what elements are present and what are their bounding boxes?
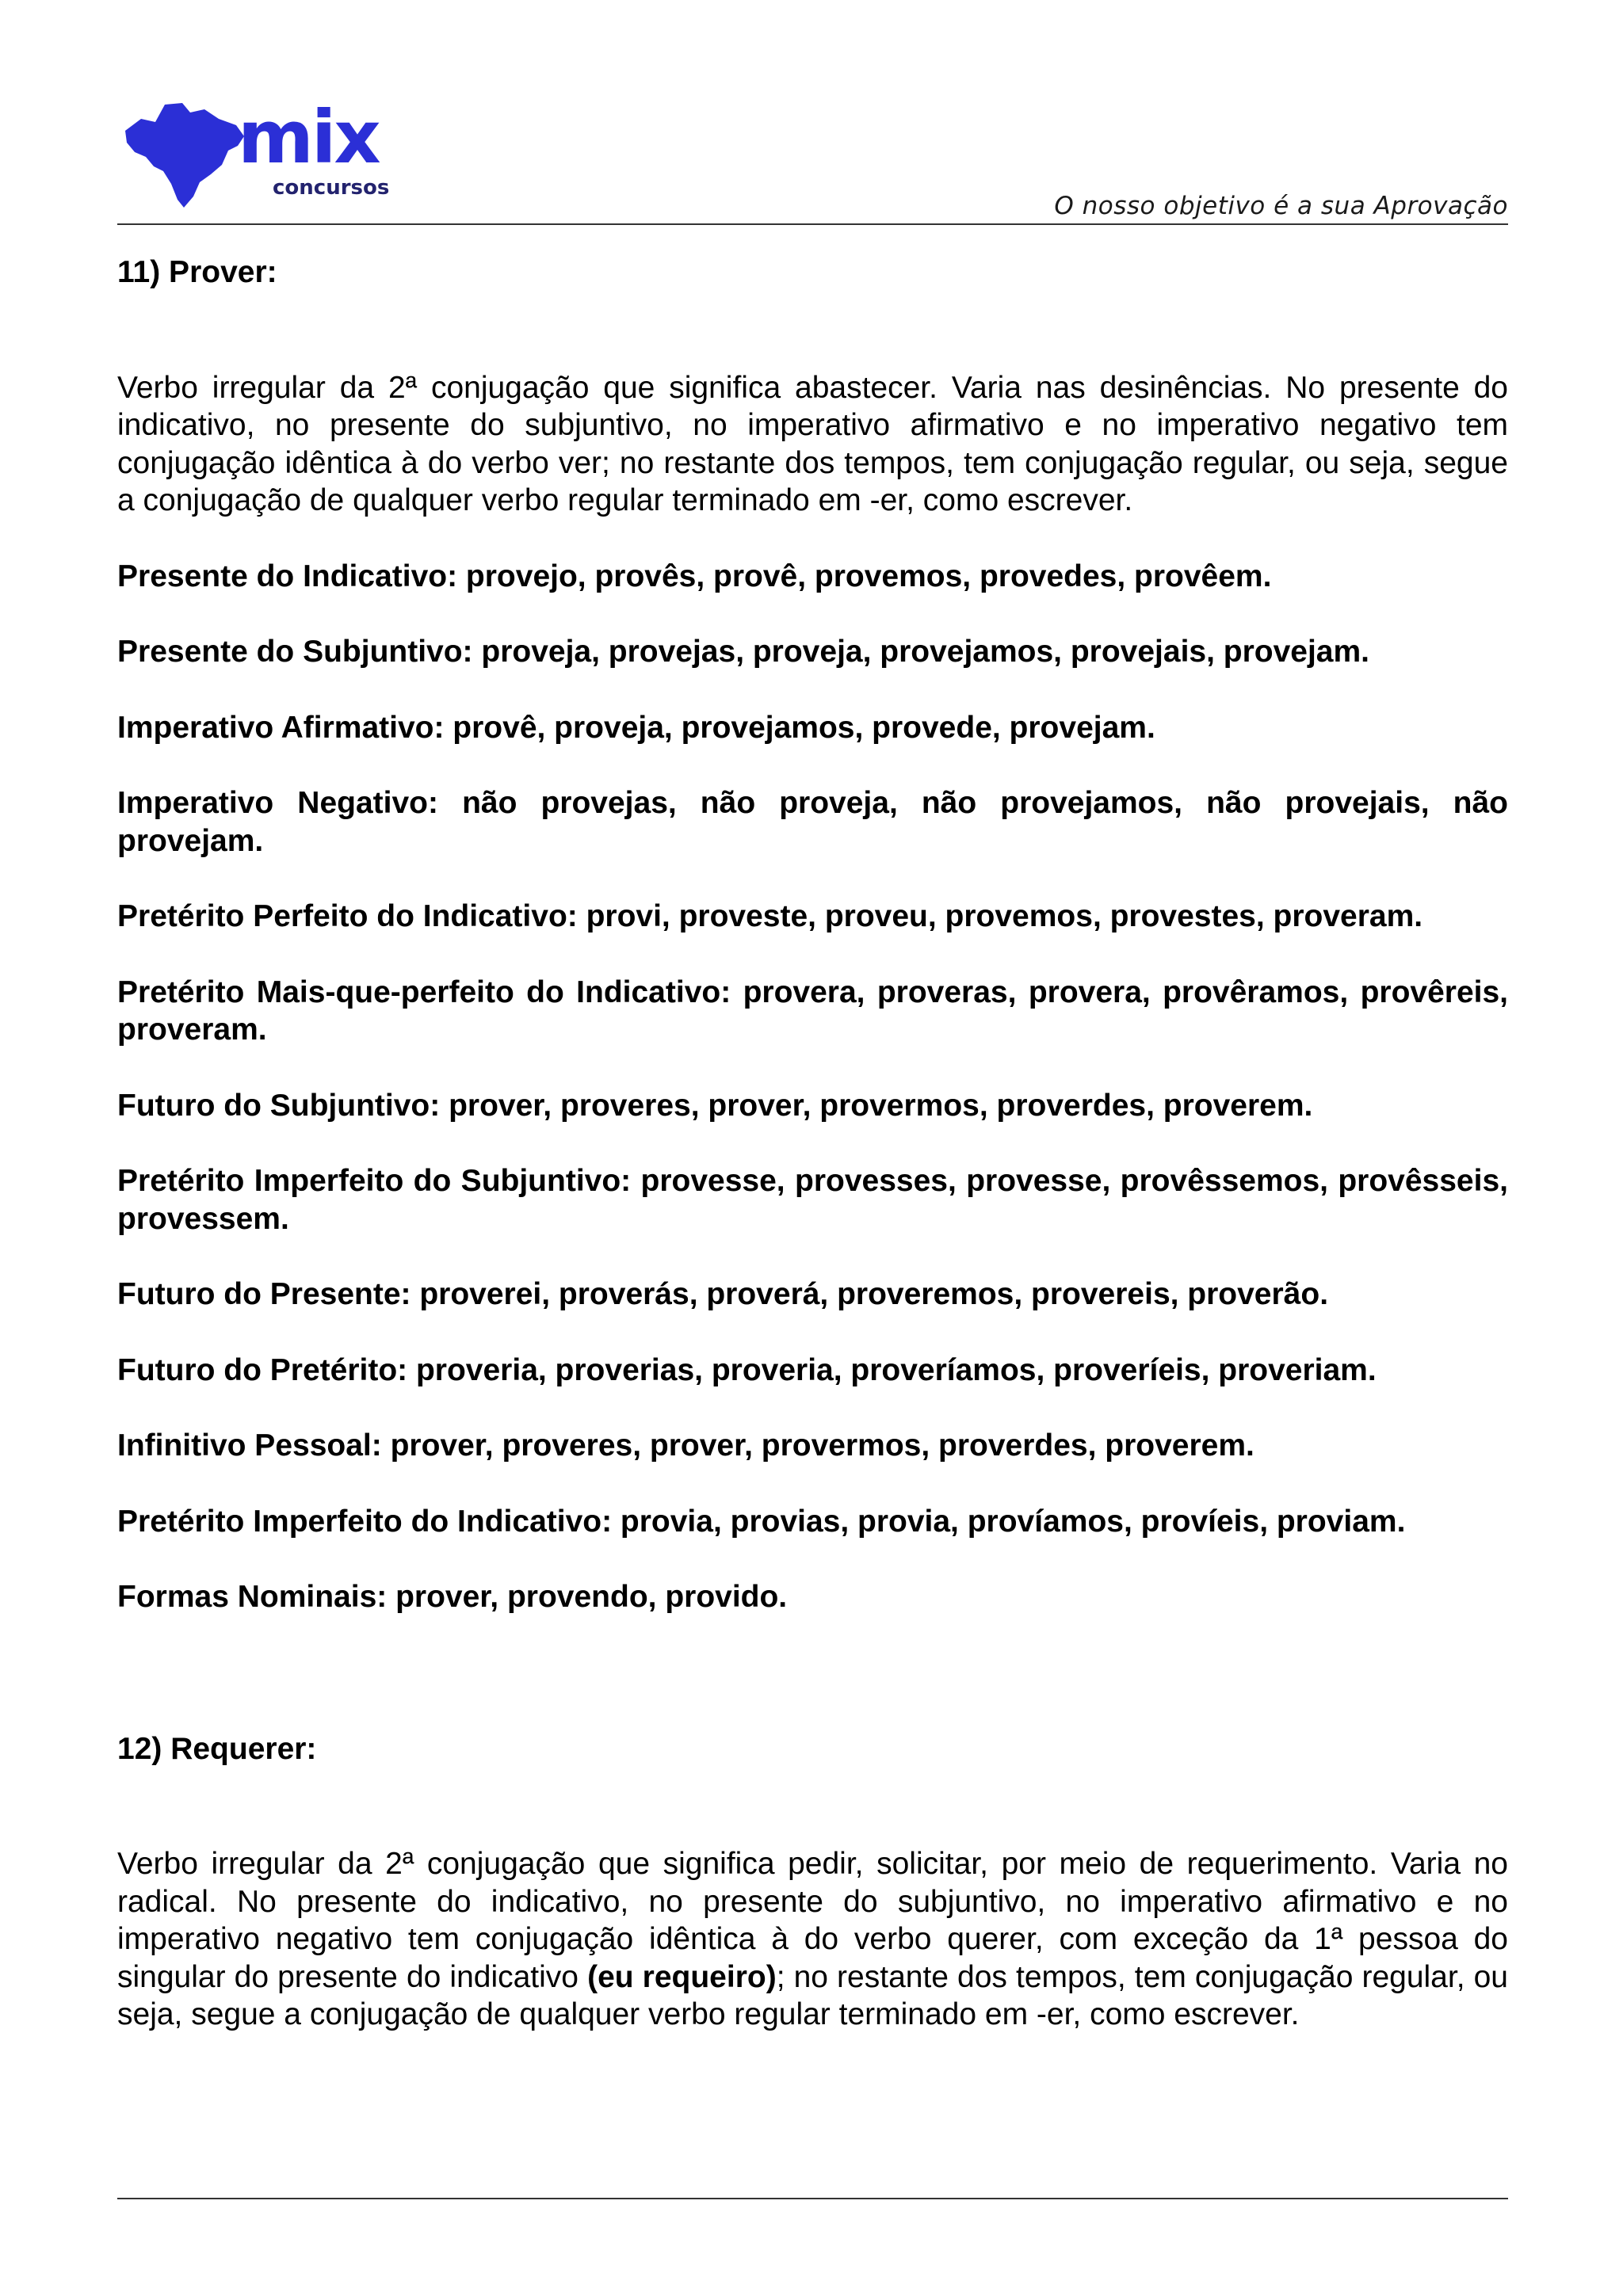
- requerer-intro: [117, 1845, 1508, 2034]
- conjugation-line: Infinitivo Pessoal: prover, proveres, prover, provermos, proverdes, proverem.: [117, 1428, 1254, 1463]
- conjugation-line: Futuro do Pretérito: proveria, proverias, proveria, proveríamos, proveríeis, proveriam.: [117, 1352, 1377, 1387]
- section-heading-prover: 11) Prover:: [117, 255, 277, 289]
- requerer-intro-emphasis: (eu requeiro): [587, 1959, 777, 1994]
- conjugation-line: Futuro do Presente: proverei, proverás, proverá, proveremos, provereis, proverão.: [117, 1277, 1329, 1311]
- requerer-intro-end: ; no restante dos tempos, tem conjugação regular, ou seja, segue a conjugação de qualquer verbo regular terminado em -er, como escrever.: [117, 1959, 1508, 2031]
- document-body: [117, 254, 1508, 2034]
- conjugation-line: Formas Nominais: prover, provendo, provido.: [117, 1580, 788, 1614]
- mix-concursos-logo: [117, 95, 418, 222]
- brazil-map-icon: [125, 103, 244, 208]
- conjugation-line: Futuro do Subjuntivo: prover, proveres, prover, provermos, proverdes, proverem.: [117, 1088, 1313, 1123]
- header-tagline: O nosso objetivo é a sua Aprovação: [1054, 192, 1508, 220]
- conjugation-line: Pretérito Perfeito do Indicativo: provi, proveste, proveu, provemos, provestes, proveram.: [117, 899, 1423, 933]
- conjugation-line: Pretérito Mais-que-perfeito do Indicativo: provera, proveras, provera, provêramos, provêreis, proveram.: [117, 974, 1508, 1047]
- prover-intro: Verbo irregular da 2ª conjugação que significa abastecer. Varia nas desinências. No presente do indicativo, no presente do subjuntivo, no imperativo afirmativo e no imperativo negativo tem conjugação idêntica à do verbo ver; no restante dos tempos, tem conjugação regular, ou seja, segue a conjugação de qualquer verbo regular terminado em -er, como escrever.: [117, 370, 1508, 517]
- logo-subtext: concursos: [273, 176, 390, 200]
- page-header: [117, 95, 1508, 226]
- logo-wordmark: mix: [238, 95, 379, 180]
- section-heading-requerer: 12) Requerer:: [117, 1731, 317, 1766]
- header-divider: [117, 223, 1508, 225]
- conjugation-line: Imperativo Negativo: não provejas, não proveja, não provejamos, não provejais, não provejam.: [117, 786, 1508, 858]
- conjugation-line: Presente do Subjuntivo: proveja, provejas, proveja, provejamos, provejais, provejam.: [117, 635, 1370, 669]
- conjugation-line: Pretérito Imperfeito do Indicativo: provia, provias, provia, províamos, províeis, proviam.: [117, 1504, 1406, 1539]
- conjugation-line: Presente do Indicativo: provejo, provês, provê, provemos, provedes, provêem.: [117, 559, 1272, 593]
- footer-divider: [117, 2198, 1508, 2199]
- conjugation-line: Imperativo Afirmativo: provê, proveja, provejamos, provede, provejam.: [117, 710, 1155, 745]
- requerer-intro-start: Verbo irregular da 2ª conjugação que significa pedir, solicitar, por meio de requerimento. Varia no radical. No presente do indicativo, no presente do subjuntivo, no imperativo afirmativo e no imperativo negativo tem conjugação idêntica à do verbo querer, com exceção da 1ª pessoa do singular do presente do indicativo: [117, 1847, 1508, 1994]
- conjugation-line: Pretérito Imperfeito do Subjuntivo: provesse, provesses, provesse, provêssemos, provêsseis, provessem.: [117, 1164, 1508, 1236]
